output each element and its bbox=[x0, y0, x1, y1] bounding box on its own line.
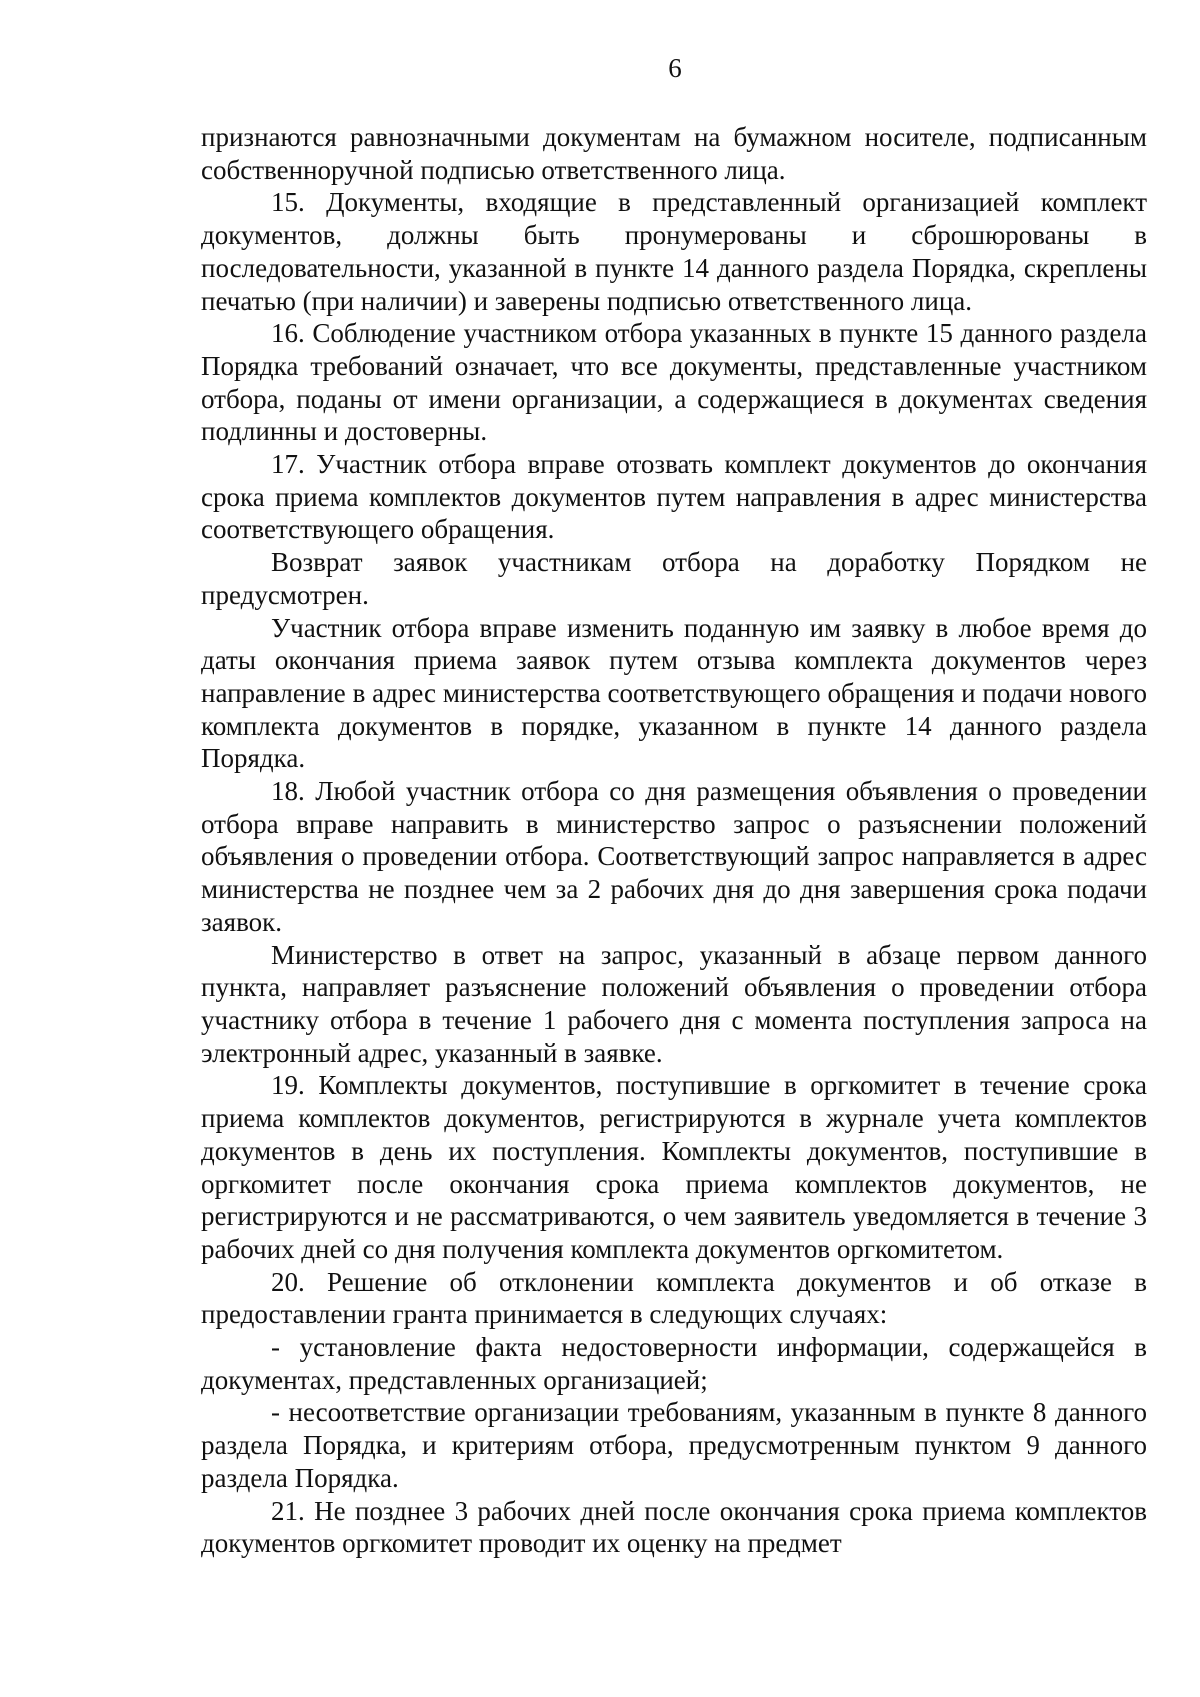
paragraph-continuation: признаются равнозначными документам на бумажном носителе, подписанным собственноручной подписью ответственного лица. bbox=[201, 122, 1147, 185]
paragraph-item-20: 20. Решение об отклонении комплекта документов и об отказе в предоставлении гранта принимается в следующих случаях: bbox=[201, 1266, 1147, 1330]
list-item-nonconformity: - несоответствие организации требованиям, указанным в пункте 8 данного раздела Порядка, и критериям отбора, предусмотренным пунктом 9 данного раздела Порядка. bbox=[201, 1397, 1147, 1493]
list-item-unreliable-info: - установление факта недостоверности информации, содержащейся в документах, представленных организацией; bbox=[201, 1332, 1147, 1395]
paragraph-item-15: 15. Документы, входящие в представленный организацией комплект документов, должны быть пронумерованы и сброшюрованы в последовательности, указанной в пункте 14 данного раздела Порядка, скреплены печатью (при наличии) и заверены подписью ответственного лица. bbox=[201, 187, 1147, 316]
page-number: 6 bbox=[668, 53, 682, 83]
paragraph-item-16: 16. Соблюдение участником отбора указанных в пункте 15 данного раздела Порядка требований означает, что все документы, представленные участником отбора, поданы от имени организации, а содержащиеся в документах сведения подлинны и достоверны. bbox=[201, 318, 1147, 447]
paragraph-item-19: 19. Комплекты документов, поступившие в оргкомитет в течение срока приема комплектов документов, регистрируются в журнале учета комплектов документов в день их поступления. Комплекты документов, поступившие в оргкомитет после окончания срока приема комплектов документов, не регистрируются и не рассматриваются, о чем заявитель уведомляется в течение 3 рабочих дней со дня получения комплекта документов оргкомитетом. bbox=[201, 1070, 1147, 1264]
paragraph-item-21: 21. Не позднее 3 рабочих дней после окончания срока приема комплектов документов оргкомитет проводит их оценку на предмет bbox=[201, 1495, 1147, 1559]
paragraph-ministry-response: Министерство в ответ на запрос, указанный в абзаце первом данного пункта, направляет разъяснение положений объявления о проведении отбора участнику отбора в течение 1 рабочего дня с момента поступления запроса на электронный адрес, указанный в заявке. bbox=[201, 939, 1147, 1068]
document-body bbox=[201, 121, 1147, 1560]
paragraph-item-18: 18. Любой участник отбора со дня размещения объявления о проведении отбора вправе направить в министерство запрос о разъяснении положений объявления о проведении отбора. Соответствующий запрос направляется в адрес министерства не позднее чем за 2 рабочих дня до дня завершения срока подачи заявок. bbox=[201, 776, 1147, 937]
paragraph-item-17: 17. Участник отбора вправе отозвать комплект документов до окончания срока приема комплектов документов путем направления в адрес министерства соответствующего обращения. bbox=[201, 449, 1147, 545]
paragraph-application-change: Участник отбора вправе изменить поданную им заявку в любое время до даты окончания приема заявок путем отзыва комплекта документов через направление в адрес министерства соответствующего обращения и подачи нового комплекта документов в порядке, указанном в пункте 14 данного раздела Порядка. bbox=[201, 612, 1147, 774]
paragraph-return-of-applications: Возврат заявок участникам отбора на доработку Порядком не предусмотрен. bbox=[201, 547, 1147, 610]
